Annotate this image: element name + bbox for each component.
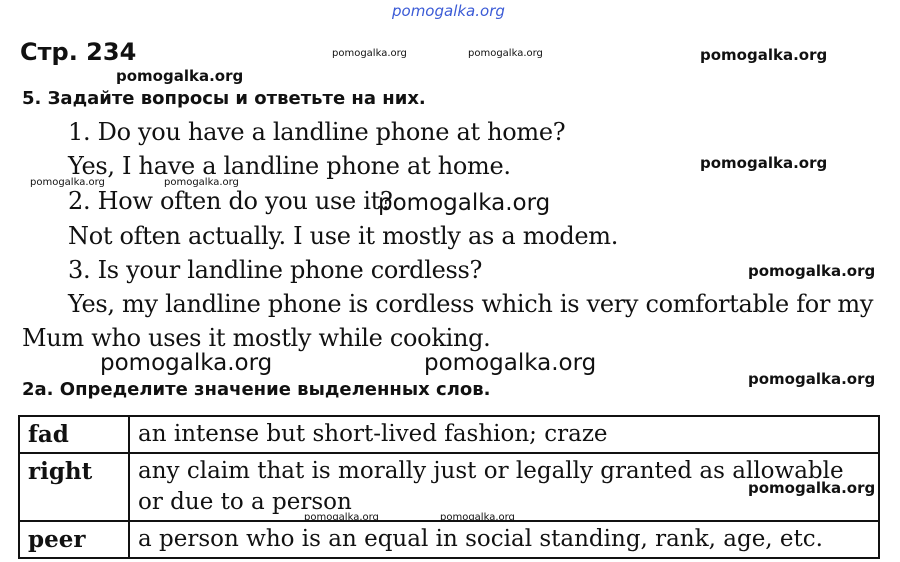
- answer-line: Yes, I have a landline phone at home.: [68, 152, 511, 180]
- watermark: pomogalka.org: [30, 177, 105, 188]
- table-row: [19, 521, 879, 558]
- watermark: pomogalka.org: [748, 479, 876, 497]
- term-cell: right: [19, 453, 129, 521]
- watermark: pomogalka.org: [332, 48, 407, 59]
- watermark: pomogalka.org: [304, 512, 379, 523]
- answer-line: Not often actually. I use it mostly as a modem.: [68, 222, 619, 250]
- task5-heading: 5. Задайте вопросы и ответьте на них.: [22, 88, 426, 109]
- watermark: pomogalka.org: [164, 177, 239, 188]
- question-line: 2. How often do you use it?: [68, 187, 393, 215]
- watermark: pomogalka.org: [378, 190, 551, 216]
- watermark: pomogalka.org: [468, 48, 543, 59]
- watermark: pomogalka.org: [424, 350, 597, 376]
- page-number: Стр. 234: [20, 38, 137, 66]
- watermark: pomogalka.org: [700, 46, 828, 64]
- watermark: pomogalka.org: [100, 350, 273, 376]
- task2a-heading: 2а. Определите значение выделенных слов.: [22, 379, 491, 400]
- term-cell: peer: [19, 521, 129, 558]
- question-line: 1. Do you have a landline phone at home?: [68, 118, 566, 146]
- watermark: pomogalka.org: [440, 512, 515, 523]
- definition-cell: any claim that is morally just or legally granted as allowable or due to a person: [129, 453, 879, 521]
- term-cell: fad: [19, 416, 129, 453]
- question-line: 3. Is your landline phone cordless?: [68, 256, 483, 284]
- answer-line: Mum who uses it mostly while cooking.: [22, 324, 491, 352]
- watermark: pomogalka.org: [700, 154, 828, 172]
- definition-cell: a person who is an equal in social standing, rank, age, etc.: [129, 521, 879, 558]
- watermark-top: pomogalka.org: [392, 2, 505, 20]
- watermark: pomogalka.org: [116, 67, 244, 85]
- watermark: pomogalka.org: [748, 370, 876, 388]
- definition-cell: an intense but short-lived fashion; craze: [129, 416, 879, 453]
- answer-line: Yes, my landline phone is cordless which is very comfortable for my: [68, 290, 874, 318]
- watermark: pomogalka.org: [748, 262, 876, 280]
- table-row: [19, 416, 879, 453]
